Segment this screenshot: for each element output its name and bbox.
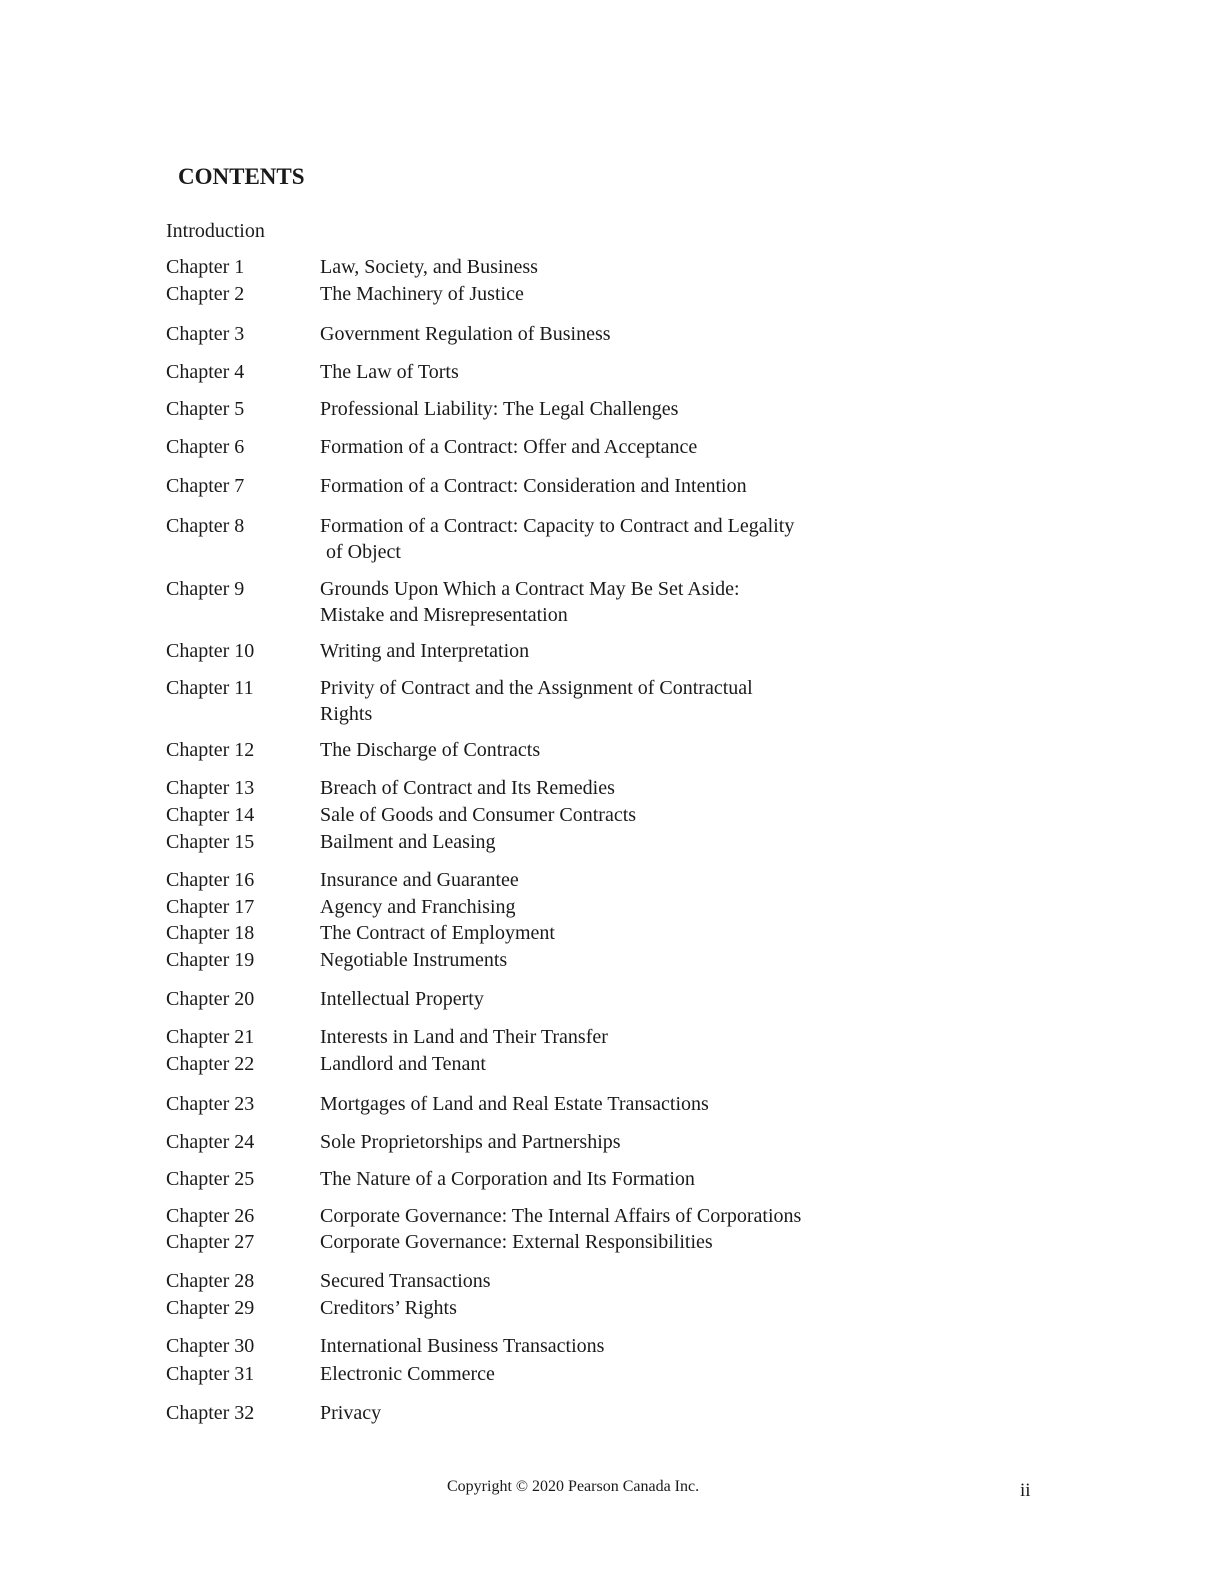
chapter-title: Intellectual Property xyxy=(320,988,484,1010)
page-title: CONTENTS xyxy=(178,164,305,189)
chapter-title: Formation of a Contract: Consideration and Intention xyxy=(320,475,747,497)
chapter-title: Corporate Governance: External Responsibilities xyxy=(320,1231,713,1253)
chapter-title: Sale of Goods and Consumer Contracts xyxy=(320,804,637,826)
chapter-label: Chapter 26 xyxy=(166,1205,255,1227)
chapter-title: Electronic Commerce xyxy=(320,1363,495,1385)
chapter-title: International Business Transactions xyxy=(320,1335,605,1357)
chapter-label: Chapter 23 xyxy=(166,1093,255,1115)
chapter-title: Professional Liability: The Legal Challenges xyxy=(320,398,679,420)
chapter-label: Chapter 17 xyxy=(166,896,255,918)
chapter-title-continuation: Mistake and Misrepresentation xyxy=(320,604,568,626)
chapter-label: Chapter 20 xyxy=(166,988,255,1010)
chapter-label: Chapter 7 xyxy=(166,475,245,497)
chapter-title xyxy=(320,675,880,727)
chapter-label: Chapter 10 xyxy=(166,640,255,662)
page-number: ii xyxy=(1020,1480,1031,1501)
chapter-label: Chapter 18 xyxy=(166,922,255,944)
chapter-label: Chapter 12 xyxy=(166,739,255,761)
chapter-label: Chapter 22 xyxy=(166,1053,255,1075)
chapter-title xyxy=(320,513,880,565)
chapter-title: Formation of a Contract: Offer and Acceptance xyxy=(320,436,698,458)
chapter-label: Chapter 3 xyxy=(166,323,245,345)
chapter-title: Bailment and Leasing xyxy=(320,831,496,853)
chapter-title: The Machinery of Justice xyxy=(320,283,524,305)
chapter-title-line: Privity of Contract and the Assignment of Contractual xyxy=(320,677,753,699)
chapter-label: Chapter 25 xyxy=(166,1168,255,1190)
chapter-title: Secured Transactions xyxy=(320,1270,491,1292)
chapter-label: Chapter 13 xyxy=(166,777,255,799)
chapter-title: The Contract of Employment xyxy=(320,922,555,944)
chapter-title: Landlord and Tenant xyxy=(320,1053,486,1075)
chapter-label: Chapter 30 xyxy=(166,1335,255,1357)
chapter-label: Chapter 21 xyxy=(166,1026,255,1048)
chapter-title: Sole Proprietorships and Partnerships xyxy=(320,1131,621,1153)
chapter-title: Agency and Franchising xyxy=(320,896,516,918)
chapter-title xyxy=(320,576,880,628)
chapter-label: Chapter 16 xyxy=(166,869,255,891)
chapter-title: Breach of Contract and Its Remedies xyxy=(320,777,615,799)
chapter-label: Chapter 5 xyxy=(166,398,245,420)
chapter-title: The Nature of a Corporation and Its Formation xyxy=(320,1168,695,1190)
chapter-title: Creditors’ Rights xyxy=(320,1297,457,1319)
chapter-title-continuation: of Object xyxy=(326,541,401,563)
chapter-label: Chapter 14 xyxy=(166,804,255,826)
chapter-title: Corporate Governance: The Internal Affairs of Corporations xyxy=(320,1205,802,1227)
chapter-title: Insurance and Guarantee xyxy=(320,869,519,891)
chapter-title: Mortgages of Land and Real Estate Transactions xyxy=(320,1093,709,1115)
chapter-label: Chapter 1 xyxy=(166,256,245,278)
toc-introduction: Introduction xyxy=(166,220,265,242)
chapter-label: Chapter 31 xyxy=(166,1363,255,1385)
chapter-title: Writing and Interpretation xyxy=(320,640,530,662)
chapter-label: Chapter 6 xyxy=(166,436,245,458)
chapter-label: Chapter 29 xyxy=(166,1297,255,1319)
chapter-label: Chapter 19 xyxy=(166,949,255,971)
chapter-label: Chapter 11 xyxy=(166,677,254,699)
chapter-label: Chapter 27 xyxy=(166,1231,255,1253)
chapter-title: Interests in Land and Their Transfer xyxy=(320,1026,608,1048)
chapter-label: Chapter 28 xyxy=(166,1270,255,1292)
chapter-label: Chapter 9 xyxy=(166,578,245,600)
chapter-title: Privacy xyxy=(320,1402,382,1424)
copyright-notice: Copyright © 2020 Pearson Canada Inc. xyxy=(447,1478,700,1495)
chapter-label: Chapter 2 xyxy=(166,283,245,305)
chapter-label: Chapter 8 xyxy=(166,515,245,537)
chapter-label: Chapter 24 xyxy=(166,1131,255,1153)
chapter-title: Law, Society, and Business xyxy=(320,256,538,278)
chapter-title: Government Regulation of Business xyxy=(320,323,611,345)
chapter-title: The Law of Torts xyxy=(320,361,459,383)
chapter-label: Chapter 4 xyxy=(166,361,245,383)
chapter-title: Negotiable Instruments xyxy=(320,949,508,971)
chapter-label: Chapter 15 xyxy=(166,831,255,853)
chapter-title-continuation: Rights xyxy=(320,703,373,725)
chapter-label: Chapter 32 xyxy=(166,1402,255,1424)
chapter-title-line: Formation of a Contract: Capacity to Contract and Legality xyxy=(320,515,795,537)
chapter-title-line: Grounds Upon Which a Contract May Be Set Aside: xyxy=(320,578,740,600)
chapter-title: The Discharge of Contracts xyxy=(320,739,541,761)
